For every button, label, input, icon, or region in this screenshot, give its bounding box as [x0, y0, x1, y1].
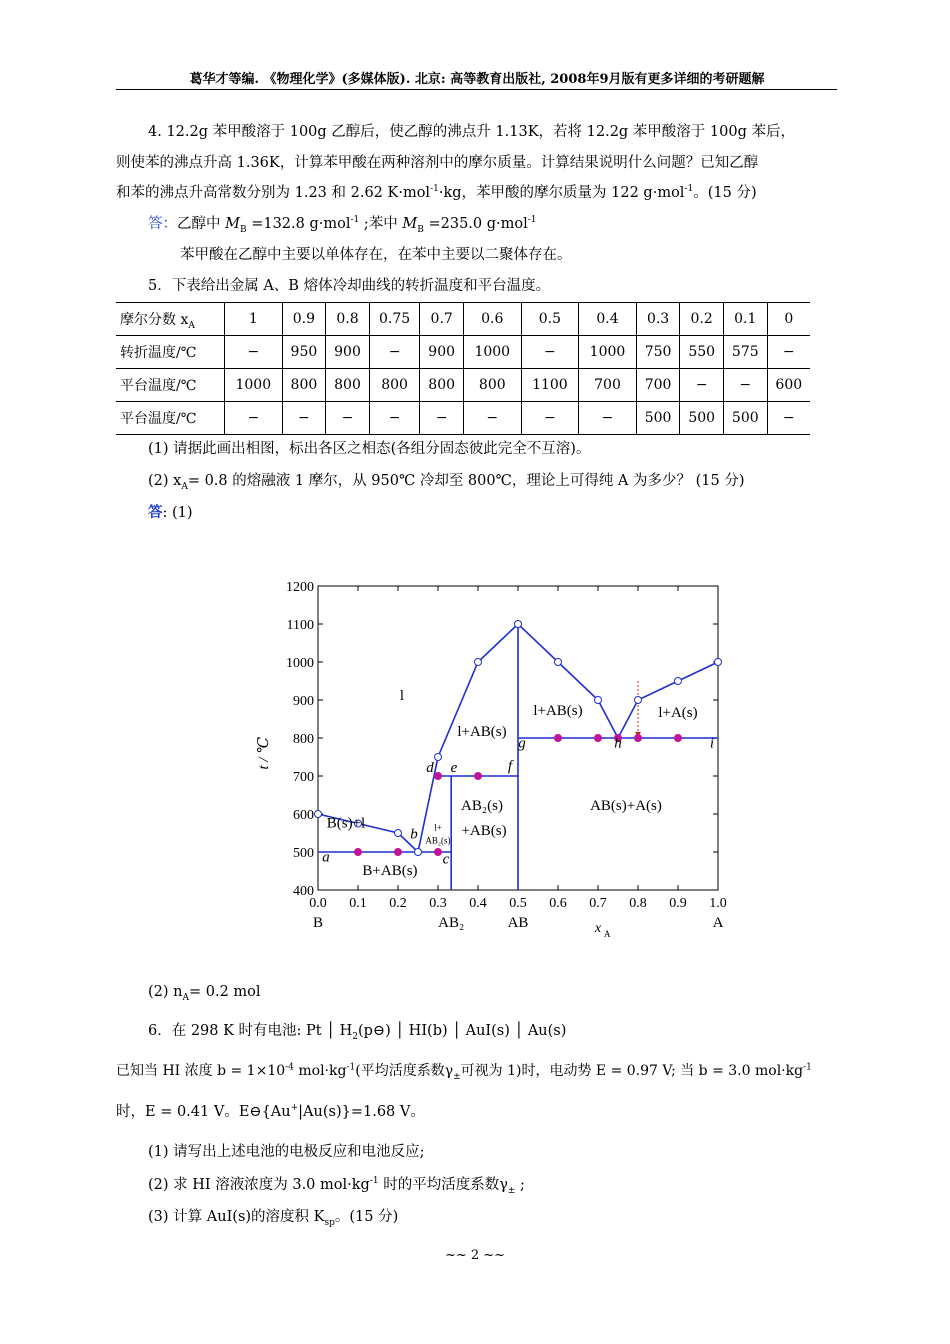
component-label: AB₂: [438, 915, 465, 931]
break-point: [595, 697, 602, 704]
x-tick-label: 0.3: [429, 896, 447, 911]
x-tick-label: 1.0: [709, 896, 727, 911]
table-cell: −: [521, 336, 579, 369]
table-cell: 0.6: [463, 303, 521, 336]
phase-diagram: [240, 570, 740, 950]
break-point: [555, 659, 562, 666]
table-cell: 800: [420, 369, 464, 402]
page-header: 葛华才等编. 《物理化学》(多媒体版). 北京: 高等教育出版社, 2008年9月版有更多详细的考研题解: [189, 72, 765, 87]
component-label: A: [712, 915, 724, 931]
component-label: AB: [507, 915, 529, 931]
x-tick-label: 0.4: [469, 896, 487, 911]
table-cell: 800: [463, 369, 521, 402]
table-cell: 0.1: [723, 303, 767, 336]
region-label: l+AB(s): [533, 703, 583, 720]
point-label: f: [507, 758, 513, 775]
table-cell: 500: [680, 402, 724, 435]
halt-point: [355, 849, 362, 856]
q5-answer-2: (2) $n_A= 0.2$ mol: [148, 984, 261, 1003]
table-cell: −: [463, 402, 521, 435]
table-cell: 0.4: [579, 303, 637, 336]
y-tick-label: 600: [293, 808, 314, 823]
table-cell: 950: [282, 336, 326, 369]
halt-point: [435, 849, 442, 856]
x-tick-label: 0.8: [629, 896, 647, 911]
q6-sub1: (1) 请写出上述电池的电极反应和电池反应;: [148, 1144, 425, 1160]
table-cell: 0.7: [420, 303, 464, 336]
q6-sub2: (2) 求 HI 溶液浓度为 3.0 $mol\cdot kg^{-1}$ 时的平均活度系数$\gamma_\pm$ ;: [148, 1176, 525, 1196]
table-cell: −: [282, 402, 326, 435]
q6-line3: 时，E = 0.41 V。E⊖{Au+|Au(s)}=1.68 V。: [116, 1103, 425, 1120]
point-label: a: [322, 849, 330, 866]
x-tick-label: 0.5: [509, 896, 527, 911]
table-cell: 0.2: [680, 303, 724, 336]
q5-sub2: (2) $x_A= 0.8$ 的熔融液 1 摩尔，从 950℃ 冷却至 800℃，理论上可得纯 A 为多少？ (15 分): [148, 473, 745, 492]
break-point: [415, 849, 422, 856]
table-cell: 900: [326, 336, 370, 369]
break-point: [475, 659, 482, 666]
table-cell: 1000: [225, 369, 283, 402]
region-label: l: [399, 688, 405, 704]
table-cell: 550: [680, 336, 724, 369]
table-cell: −: [369, 336, 420, 369]
region-label-small: AB₂(s): [425, 835, 451, 846]
table-cell: 1000: [463, 336, 521, 369]
point-label: d: [426, 760, 434, 777]
y-tick-label: 1100: [286, 618, 314, 633]
q6-sub3: (3) 计算 AuI(s)的溶度积 $K_{sp}$。(15 分): [148, 1209, 399, 1228]
table-cell: −: [420, 402, 464, 435]
table-cell: −: [767, 402, 810, 435]
halt-point: [395, 849, 402, 856]
table-row: [116, 402, 810, 435]
point-label: b: [410, 826, 418, 843]
table-cell: 575: [723, 336, 767, 369]
halt-point: [475, 773, 482, 780]
header-rule: [116, 89, 837, 90]
component-label: B: [312, 915, 324, 931]
table-cell: 700: [579, 369, 637, 402]
table-cell: 800: [326, 369, 370, 402]
table-cell: 0: [767, 303, 810, 336]
point-label: i: [709, 735, 715, 752]
table-cell: 600: [767, 369, 810, 402]
point-label: g: [518, 735, 526, 752]
table-row: [116, 336, 810, 369]
table-cell: 平台温度/℃: [116, 369, 225, 402]
region-label: AB₂(s): [461, 798, 503, 815]
table-cell: 1100: [521, 369, 579, 402]
q4-line1: 4. 12.2g 苯甲酸溶于 100g 乙醇后，使乙醇的沸点升 1.13K，若将 12.2g 苯甲酸溶于 100g 苯后，: [148, 124, 795, 140]
y-tick-label: 500: [293, 846, 314, 861]
table-cell: 700: [636, 369, 680, 402]
table-cell: 900: [420, 336, 464, 369]
x-tick-label: 0.9: [669, 896, 687, 911]
q5-answer-1: 答: (1): [148, 504, 193, 521]
q5-intro: 5．下表给出金属 A、B 熔体冷却曲线的转折温度和平台温度。: [148, 278, 551, 294]
x-axis-title-sub: A: [604, 929, 611, 939]
table-cell: 750: [636, 336, 680, 369]
table-cell: 800: [282, 369, 326, 402]
region-label: B(s)+l: [326, 815, 366, 832]
region-label: l+AB(s): [457, 724, 507, 741]
q4-line2: 则使苯的沸点升高 1.36K，计算苯甲酸在两种溶剂中的摩尔质量。计算结果说明什么问题？已知乙醇: [116, 155, 759, 171]
table-cell: 平台温度/℃: [116, 402, 225, 435]
y-axis-title: t / ℃: [256, 736, 272, 770]
table-cell: 0.5: [521, 303, 579, 336]
x-tick-label: 0.7: [589, 896, 607, 911]
table-cell: 1000: [579, 336, 637, 369]
table-cell: 500: [723, 402, 767, 435]
x-tick-label: 0.2: [389, 896, 407, 911]
table-cell: 0.9: [282, 303, 326, 336]
table-cell: 摩尔分数 $x_A$: [116, 303, 225, 336]
table-cell: −: [521, 402, 579, 435]
break-point: [435, 754, 442, 761]
x-tick-label: 0.6: [549, 896, 567, 911]
y-tick-label: 1200: [286, 580, 314, 595]
break-point: [715, 659, 722, 666]
table-cell: −: [723, 369, 767, 402]
break-point: [515, 621, 522, 628]
break-point: [315, 811, 322, 818]
halt-point: [555, 735, 562, 742]
table-cell: 1: [225, 303, 283, 336]
table-row: [116, 303, 810, 336]
region-label: AB(s)+A(s): [590, 798, 662, 815]
q4-answer: 答：乙醇中 $M_B =132.8$ g·mol$^{-1}$ ;苯中 $M_B =235.0$ g·mol$^{-1}$: [148, 215, 537, 235]
page-number: ~~ 2 ~~: [444, 1248, 506, 1263]
point-label: c: [442, 851, 450, 868]
halt-point: [435, 773, 442, 780]
region-label: B+AB(s): [362, 862, 418, 879]
break-point: [635, 697, 642, 704]
region-label-small: l+: [434, 822, 442, 833]
table-cell: −: [225, 336, 283, 369]
break-point: [395, 830, 402, 837]
table-cell: 0.3: [636, 303, 680, 336]
x-axis-title: x: [594, 921, 602, 936]
table-cell: 0.75: [369, 303, 420, 336]
region-label: l+A(s): [658, 705, 698, 722]
table-cell: 800: [369, 369, 420, 402]
point-label: h: [614, 735, 622, 752]
table-cell: −: [767, 336, 810, 369]
q6-intro: 6．在 298 K 时有电池: Pt │ $H_2(p⊖)$ │ HI(b) │ AuI(s) │ Au(s): [148, 1023, 567, 1042]
table-cell: −: [369, 402, 420, 435]
table-cell: 0.8: [326, 303, 370, 336]
table-cell: −: [326, 402, 370, 435]
q5-sub1: (1) 请据此画出相图，标出各区之相态(各组分固态彼此完全不互溶)。: [148, 441, 591, 457]
x-tick-label: 0.0: [309, 896, 327, 911]
y-tick-label: 400: [293, 884, 314, 899]
y-tick-label: 900: [293, 694, 314, 709]
halt-point: [635, 735, 642, 742]
table-cell: 转折温度/℃: [116, 336, 225, 369]
table-cell: −: [579, 402, 637, 435]
q4-line3: 和苯的沸点升高常数分别为 1.23 和 2.62 K·mol$^{-1}$·kg，苯甲酸的摩尔质量为 122 g·mol$^{-1}$。(15 分): [116, 184, 757, 201]
data-table: [116, 302, 810, 435]
table-row: [116, 369, 810, 402]
y-tick-label: 800: [293, 732, 314, 747]
q6-line2: 已知当 HI 浓度 $b = 1\times 10^{-4}$ $mol\cdot kg^{-1}$(平均活度系数$\gamma_\pm$可视为 1)时，电动势 E = 0.97 V; 当 b = 3.0 $mol\cdot kg^{-1}$: [116, 1062, 812, 1082]
y-tick-label: 700: [293, 770, 314, 785]
halt-point: [595, 735, 602, 742]
y-tick-label: 1000: [286, 656, 314, 671]
x-tick-label: 0.1: [349, 896, 367, 911]
point-label: e: [450, 760, 458, 777]
halt-point: [675, 735, 682, 742]
table-cell: −: [680, 369, 724, 402]
q4-answer-line2: 苯甲酸在乙醇中主要以单体存在，在苯中主要以二聚体存在。: [180, 247, 572, 263]
table-cell: −: [225, 402, 283, 435]
region-label: +AB(s): [461, 822, 507, 839]
break-point: [675, 678, 682, 685]
table-cell: 500: [636, 402, 680, 435]
